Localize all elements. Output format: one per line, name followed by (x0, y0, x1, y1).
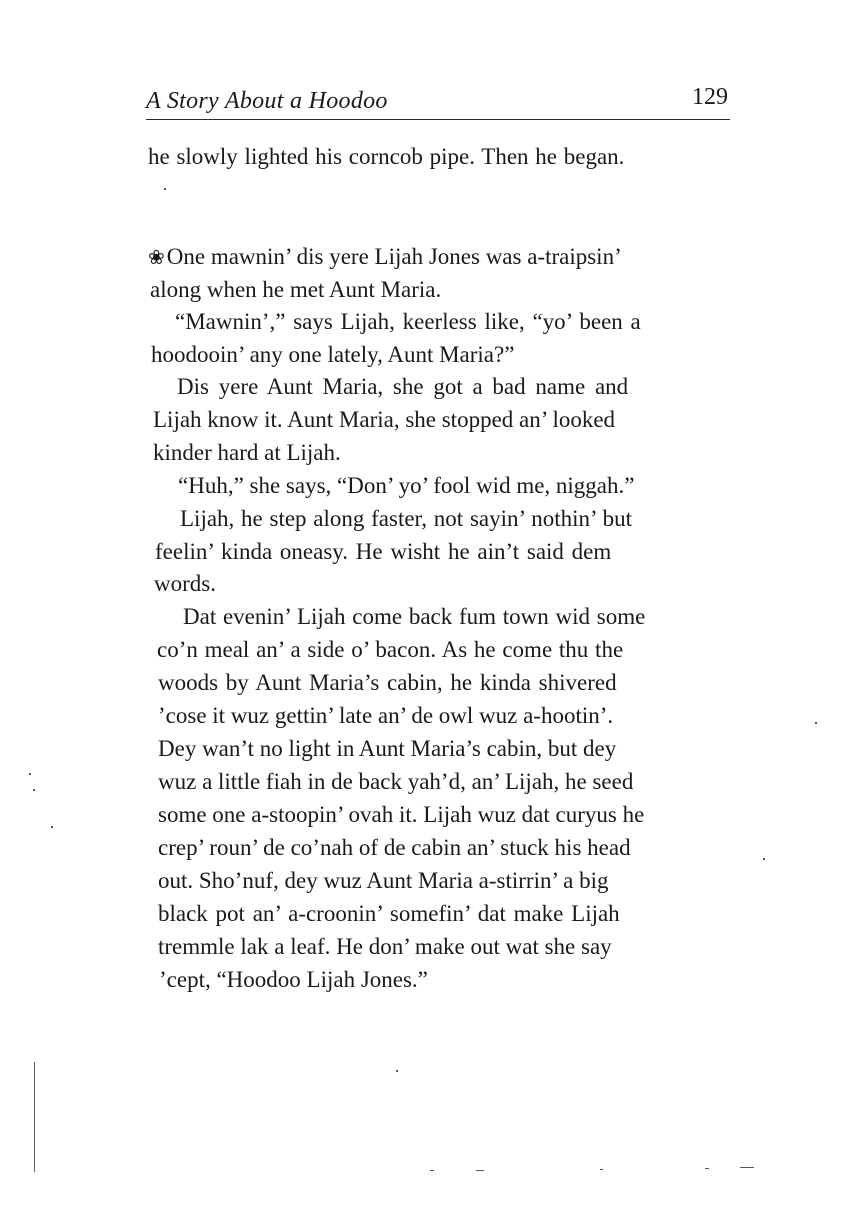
text-line: kinder hard at Lijah. (153, 440, 341, 465)
text-line: wuz a little fiah in de back yah’d, an’ Lijah, he seed (158, 769, 634, 794)
running-header (146, 84, 732, 118)
scan-speck (600, 1169, 603, 1170)
text-line: crep’ roun’ de co’nah of de cabin an’ stuck his head (158, 835, 631, 860)
text-line: along when he met Aunt Maria. (150, 277, 442, 302)
text-line: out. Sho’nuf, dey wuz Aunt Maria a-stirrin’ a big (158, 868, 609, 893)
text-line: some one a-stoopin’ ovah it. Lijah wuz dat curyus he (158, 802, 645, 827)
text-line: Lijah know it. Aunt Maria, she stopped an’ looked (153, 407, 616, 432)
text-line: co’n meal an’ a side o’ bacon. As he come thu the (157, 637, 624, 662)
text-line: black pot an’ a-croonin’ somefin’ dat make Lijah (158, 901, 620, 926)
page-number: 129 (692, 84, 728, 110)
scan-speck (396, 1070, 398, 1072)
scan-speck (29, 773, 31, 775)
text-line: Dat evenin’ Lijah come back fum town wid some (183, 604, 646, 629)
text-line: words. (154, 571, 216, 596)
scan-speck (51, 826, 53, 828)
scan-speck (476, 1170, 484, 1171)
text-line: hoodooin’ any one lately, Aunt Maria?” (151, 342, 515, 367)
header-rule (146, 119, 730, 120)
text-line: Dis yere Aunt Maria, she got a bad name and (177, 374, 629, 399)
text-line: tremmle lak a leaf. He don’ make out wat she say (158, 934, 612, 959)
text-line: he slowly lighted his corncob pipe. Then he began. (148, 144, 625, 169)
text-line: ’cept, “Hoodoo Lijah Jones.” (159, 967, 428, 992)
margin-scan-line (34, 1062, 35, 1172)
scan-speck (164, 188, 166, 190)
text-line: Dey wan’t no light in Aunt Maria’s cabin, but dey (158, 736, 617, 761)
scan-speck (33, 789, 35, 791)
text-line: ’cose it wuz gettin’ late an’ de owl wuz a-hootin’. (158, 703, 614, 728)
text-line: woods by Aunt Maria’s cabin, he kinda shivered (158, 670, 617, 695)
scan-speck (740, 1167, 754, 1168)
scan-speck (430, 1170, 434, 1171)
scan-speck (815, 722, 817, 724)
text-line: Lijah, he step along faster, not sayin’ nothin’ but (180, 506, 633, 531)
scan-speck (705, 1168, 709, 1169)
text-line: feelin’ kinda oneasy. He wisht he ain’t said dem (155, 539, 612, 564)
running-title: A Story About a Hoodoo (146, 88, 388, 114)
scan-speck (763, 858, 765, 860)
text-line: ❀One mawnin’ dis yere Lijah Jones was a-traipsin’ (148, 242, 622, 273)
text-line: “Huh,” she says, “Don’ yo’ fool wid me, niggah.” (178, 473, 635, 498)
text-line: “Mawnin’,” says Lijah, keerless like, “yo’ been a (175, 309, 641, 334)
decorative-flower-icon: ❀ (148, 247, 165, 269)
